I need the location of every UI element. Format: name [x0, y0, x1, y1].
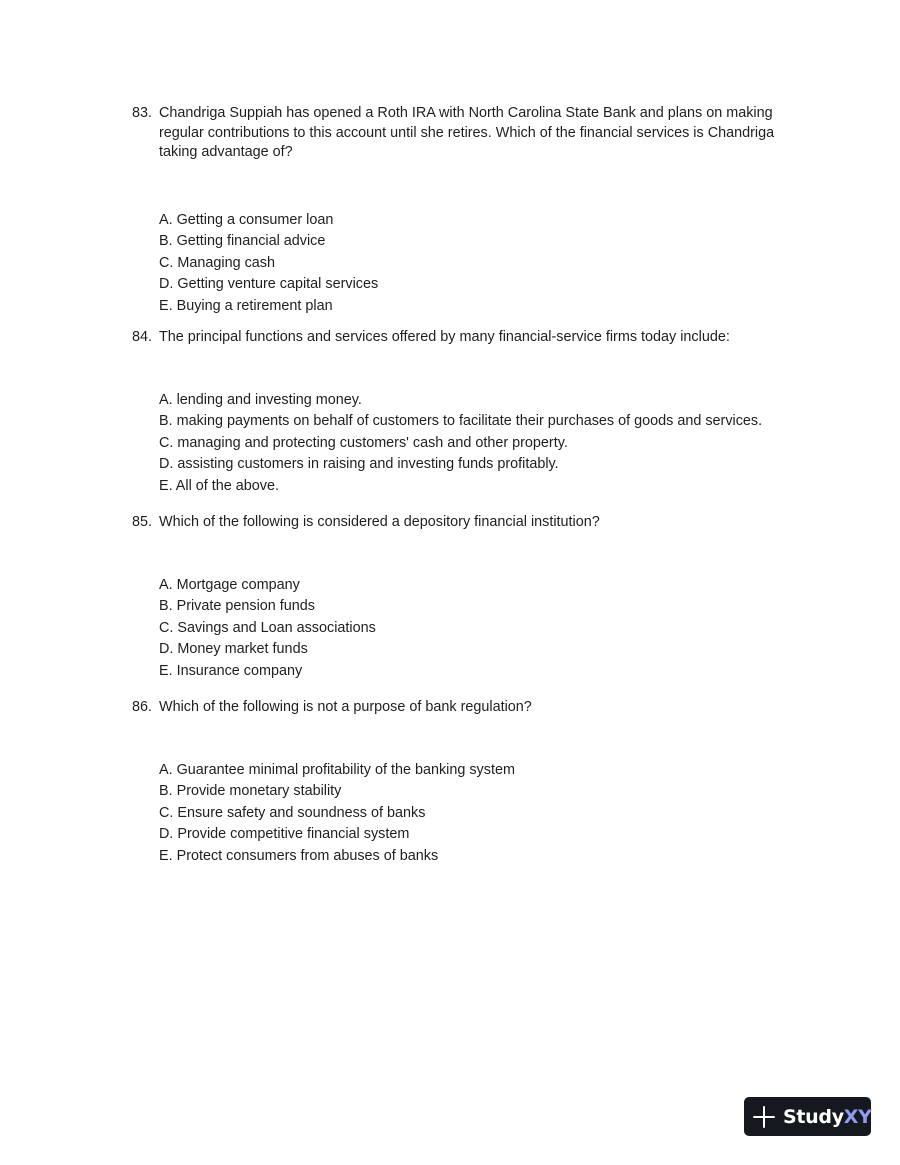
question-text: Which of the following is considered a depository financial institution?	[159, 514, 600, 530]
option-b: B. Getting financial advice	[159, 233, 326, 250]
option-a: A. Getting a consumer loan	[159, 211, 334, 228]
option-c: C. Managing cash	[159, 254, 275, 271]
question-number: 86.	[132, 699, 153, 715]
option-a: A. Mortgage company	[159, 576, 300, 593]
option-e: E. Insurance company	[159, 662, 303, 679]
option-d: D. Provide competitive financial system	[159, 826, 410, 843]
option-d: D. assisting customers in raising and investing funds profitably.	[159, 456, 559, 473]
question-86	[132, 698, 812, 867]
question-number: 84.	[132, 329, 153, 345]
option-b: B. Provide monetary stability	[159, 783, 342, 800]
question-number: 83.	[132, 105, 153, 121]
option-d: D. Money market funds	[159, 641, 308, 658]
logo-wordmark	[783, 1106, 872, 1128]
option-c: C. Savings and Loan associations	[159, 619, 376, 636]
question-83	[132, 104, 812, 317]
plus-icon	[752, 1105, 776, 1129]
option-c: C. managing and protecting customers' cash and other property.	[159, 434, 568, 451]
logo-word-study: Study	[783, 1105, 844, 1128]
option-b: B. making payments on behalf of customers to facilitate their purchases of goods and services.	[159, 413, 763, 430]
option-e: E. All of the above.	[159, 477, 280, 494]
question-84	[132, 328, 812, 497]
option-e: E. Protect consumers from abuses of banks	[159, 847, 439, 864]
answer-options	[159, 575, 812, 683]
question-text: The principal functions and services offered by many financial-service firms today include:	[159, 329, 730, 345]
option-a: A. lending and investing money.	[159, 391, 362, 408]
question-text: Which of the following is not a purpose of bank regulation?	[159, 699, 532, 715]
option-d: D. Getting venture capital services	[159, 276, 379, 293]
option-a: A. Guarantee minimal profitability of the banking system	[159, 761, 515, 778]
question-number: 85.	[132, 514, 153, 530]
answer-options	[159, 210, 812, 318]
answer-options	[159, 390, 812, 498]
option-e: E. Buying a retirement plan	[159, 297, 333, 314]
question-text: Chandriga Suppiah has opened a Roth IRA with North Carolina State Bank and plans on making regular contributions to this account until she retires. Which of the financial services is Chandriga taking advantage of?	[159, 105, 775, 160]
option-b: B. Private pension funds	[159, 598, 315, 615]
answer-options	[159, 760, 812, 868]
studyxy-logo[interactable]	[744, 1097, 871, 1136]
option-c: C. Ensure safety and soundness of banks	[159, 804, 426, 821]
logo-word-xy: XY	[843, 1105, 872, 1128]
question-85	[132, 513, 812, 682]
